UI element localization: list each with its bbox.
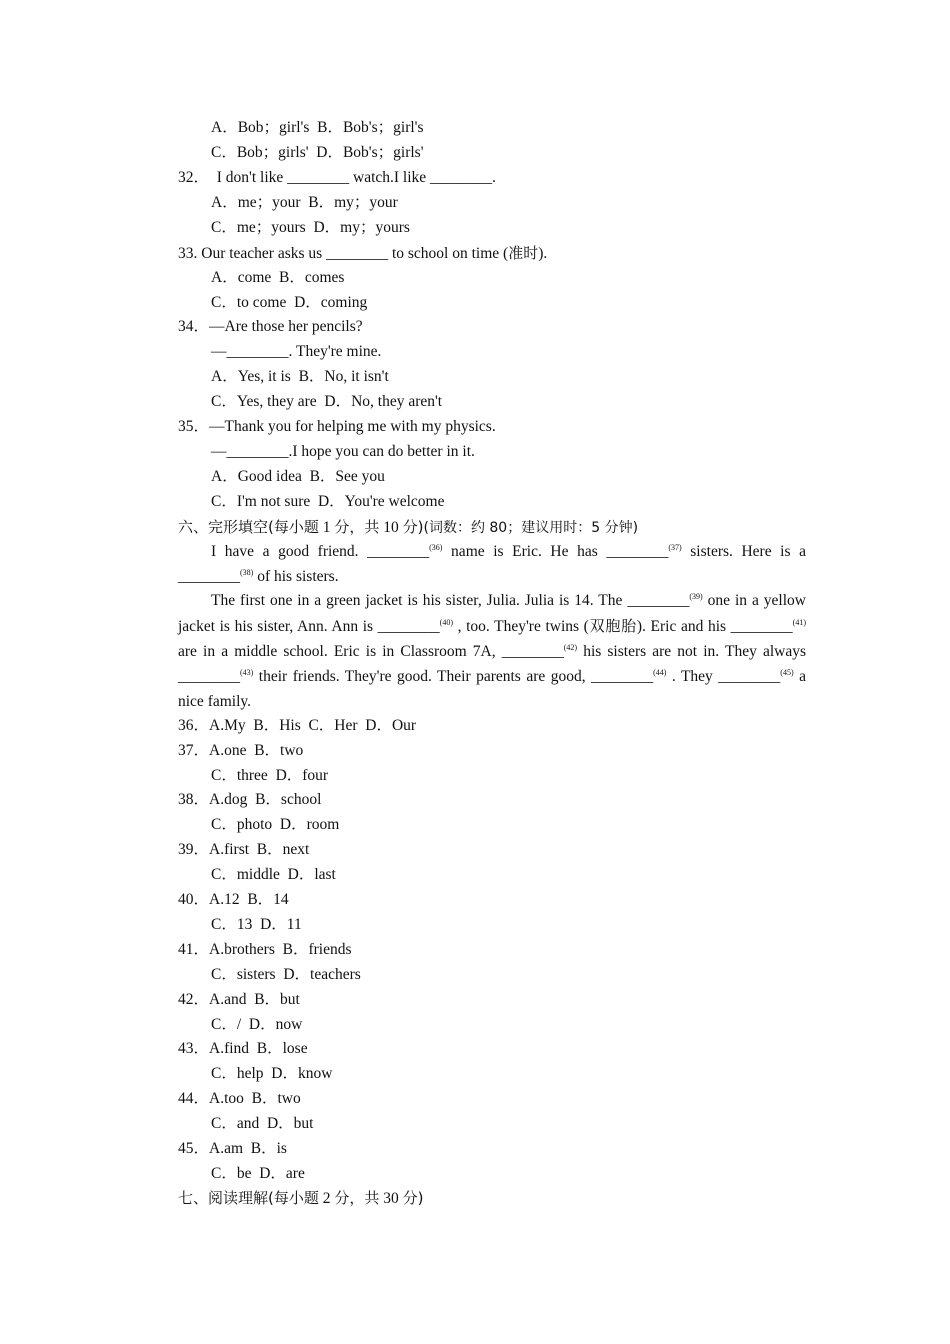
q34-stem: 34．—Are those her pencils? (178, 318, 363, 335)
q34-options-cd: C．Yes, they are D．No, they aren't (211, 393, 443, 410)
blank-45: ________ (718, 667, 781, 685)
q35-options-cd: C．I'm not sure D．You're welcome (211, 493, 445, 510)
section6-heading-n1: 1 (318, 519, 335, 536)
p2-text-h: . They (666, 667, 719, 685)
q33-stem-cjk: 准时 (508, 244, 539, 262)
blank-number-43: (43) (240, 667, 254, 677)
blank-39: ________ (627, 592, 690, 609)
p2-text-f: his sisters are not in. They always (577, 642, 806, 660)
p2-text-e: are in a middle school. Eric is in Classroom 7A, (178, 642, 502, 660)
q35-reply: —________.I hope you can do better in it. (211, 443, 475, 460)
cloze-option-44-cd: C．and D．but (211, 1115, 314, 1132)
blank-number-41: (41) (792, 617, 806, 627)
cloze-option-40-ab: 40．A.12 B．14 (178, 891, 289, 908)
section6-heading-c: 分) (402, 518, 424, 536)
q33-stem-text: 33. Our teacher asks us ________ to school on time ( (178, 245, 509, 262)
q34-reply: —________. They're mine. (211, 343, 382, 360)
p2-text-d: ). Eric and his (636, 617, 731, 635)
section7-heading-c: 分) (402, 1189, 424, 1207)
blank-number-36: (36) (429, 543, 443, 552)
blank-number-37: (37) (668, 543, 682, 552)
cloze-option-43-cd: C．help D．know (211, 1065, 333, 1082)
cloze-option-41-cd: C．sisters D．teachers (211, 966, 361, 983)
p1-text-c: sisters. Here is a (681, 543, 806, 560)
q34-options-ab: A．Yes, it is B．No, it isn't (211, 368, 389, 385)
cloze-option-39-cd: C．middle D．last (211, 866, 336, 883)
cloze-option-37-cd: C．three D．four (211, 767, 329, 784)
section6-heading (178, 515, 808, 539)
q31-options-cd: C．Bob；girls' D．Bob's；girls' (211, 144, 424, 161)
blank-41: ________ (730, 617, 793, 635)
q32-options-ab: A．me；your B．my；your (211, 194, 398, 211)
cloze-option-45-cd: C．be D．are (211, 1165, 305, 1182)
cloze-option-40-cd: C．13 D．11 (211, 916, 302, 933)
blank-37: ________ (606, 543, 669, 560)
blank-number-42: (42) (563, 642, 578, 652)
p2-text-a: The first one in a green jacket is his sister, Julia. Julia is 14. The (211, 592, 628, 609)
cloze-option-36: 36．A.My B．His C．Her D．Our (178, 717, 417, 734)
p2-text-g: their friends. They're good. Their parents are good, (253, 667, 592, 685)
blank-44: ________ (591, 667, 654, 685)
q35-options-ab: A．Good idea B．See you (211, 468, 385, 485)
p2-text-c: , too. They're twins ( (453, 617, 589, 635)
cloze-option-45-ab: 45．A.am B．is (178, 1140, 287, 1157)
q31-options-ab: A．Bob；girl's B．Bob's；girl's (211, 119, 424, 136)
section7-heading-n1: 2 (318, 1190, 335, 1207)
q33-stem-end: ). (538, 245, 548, 262)
p1-text-a: I have a good friend. (211, 543, 368, 560)
q35-stem: 35．—Thank you for helping me with my physics. (178, 418, 496, 435)
p1-text-b: name is Eric. He has (442, 543, 607, 560)
p2-text-cjk: 双胞胎 (588, 616, 637, 635)
cloze-option-37-ab: 37．A.one B．two (178, 742, 304, 759)
cloze-paragraph-2 (178, 589, 806, 715)
blank-number-39: (39) (689, 592, 703, 601)
blank-40: ________ (377, 617, 440, 635)
cloze-option-42-cd: C．/ D．now (211, 1016, 303, 1033)
blank-number-38: (38) (240, 567, 254, 577)
section6-heading-n2: 10 (379, 519, 403, 536)
cloze-option-38-cd: C．photo D．room (211, 816, 340, 833)
blank-number-40: (40) (439, 617, 453, 627)
q33-stem (178, 241, 808, 265)
cloze-option-38-ab: 38．A.dog B．school (178, 791, 322, 808)
cloze-option-42-ab: 42．A.and B．but (178, 991, 300, 1008)
q33-options-ab: A．come B．comes (211, 269, 345, 286)
q32-options-cd: C．me；yours D．my；yours (211, 219, 410, 236)
cloze-option-43-ab: 43．A.find B．lose (178, 1040, 308, 1057)
cloze-option-44-ab: 44．A.too B．two (178, 1090, 301, 1107)
q32-stem: 32． I don't like ________ watch.I like ________. (178, 169, 496, 186)
p1-text-d: of his sisters. (253, 567, 339, 585)
blank-43: ________ (178, 667, 240, 685)
section7-heading (178, 1186, 808, 1210)
blank-number-44: (44) (653, 667, 667, 677)
q33-options-cd: C．to come D．coming (211, 294, 368, 311)
section6-heading-a: 六、完形填空(每小题 (178, 518, 319, 536)
p2-text-b: one in a yellow jacket is his sister, Ann. Ann is (178, 592, 806, 635)
blank-42: ________ (501, 642, 564, 660)
p2-text-i: a nice family. (178, 667, 806, 710)
section6-heading-b: 分，共 (334, 518, 380, 536)
blank-36: ________ (367, 543, 430, 560)
cloze-option-39-ab: 39．A.first B．next (178, 841, 310, 858)
cloze-paragraph-1 (178, 540, 806, 590)
cloze-option-41-ab: 41．A.brothers B．friends (178, 941, 352, 958)
section7-heading-b: 分，共 (334, 1189, 380, 1207)
blank-number-45: (45) (780, 667, 794, 677)
section7-heading-n2: 30 (379, 1190, 403, 1207)
blank-38: ________ (178, 567, 240, 585)
section7-heading-a: 七、阅读理解(每小题 (178, 1189, 319, 1207)
section6-heading-note: (词数：约 80；建议用时：5 分钟) (423, 520, 639, 536)
